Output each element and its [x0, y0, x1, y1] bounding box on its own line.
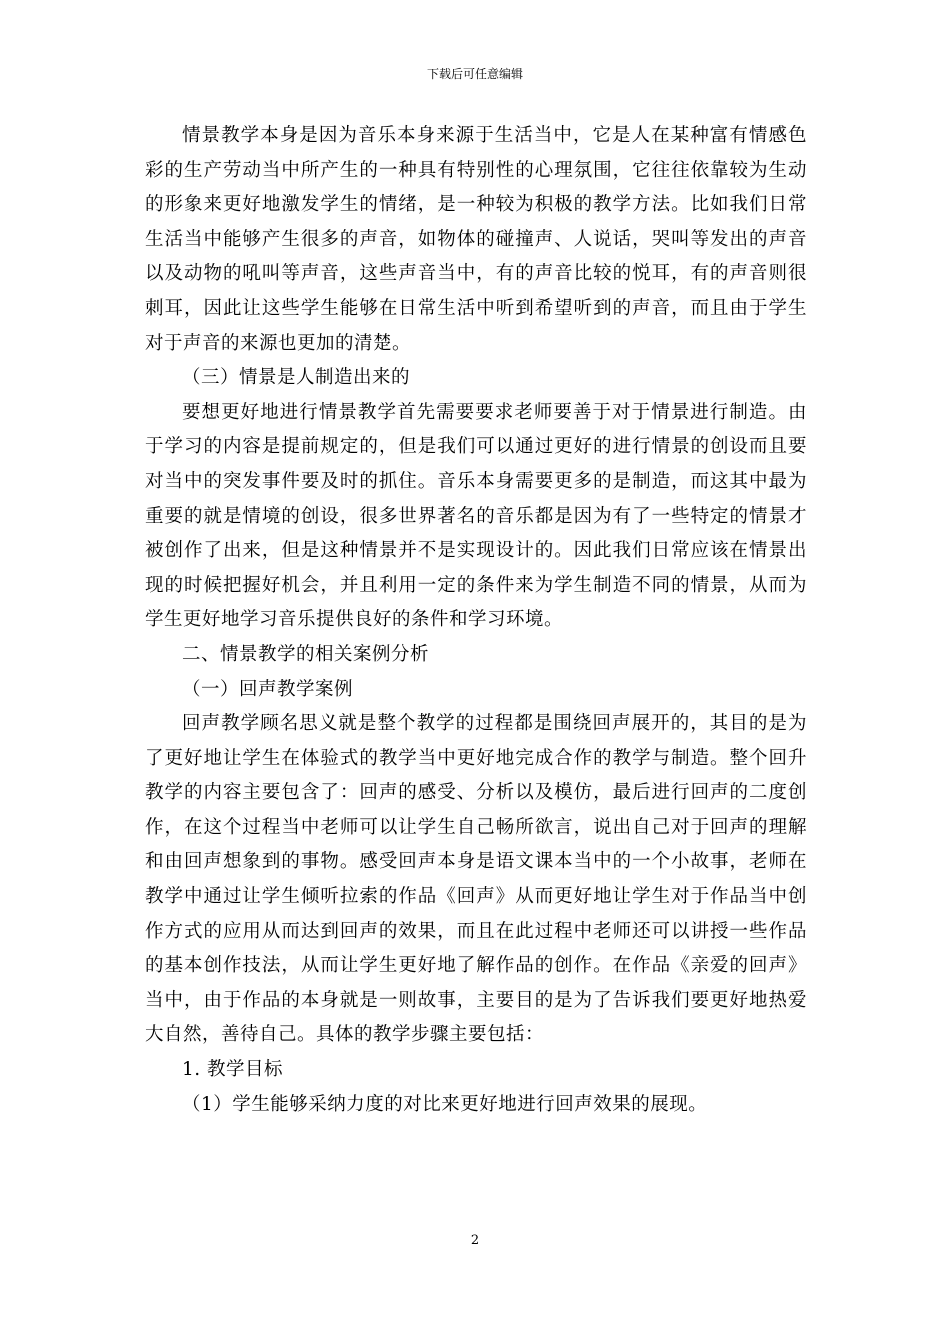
paragraph-echo-case: 回声教学顾名思义就是整个教学的过程都是围绕回声展开的，其目的是为了更好地让学生在体验式的教学当中更好地完成合作的教学与制造。整个回升教学的内容主要包含了：回声的感受、分析以及模仿，最后进行回声的二度创作，在这个过程当中老师可以让学生自己畅所欲言，说出自己对于回声的理解和由回声想象到的事物。感受回声本身是语文课本当中的一个小故事，老师在教学中通过让学生倾听拉索的作品《回声》从而更好地让学生对于作品当中创作方式的应用从而达到回声的效果，而且在此过程中老师还可以讲授一些作品的基本创作技法，从而让学生更好地了解作品的创作。在作品《亲爱的回声》当中，由于作品的本身就是一则故事，主要目的是为了告诉我们要更好地热爱大自然，善待自己。具体的教学步骤主要包括： — [145, 713, 807, 1046]
list-heading-teaching-goals: 1. 教学目标 — [182, 1059, 284, 1081]
list-item-goal-1: （1）学生能够采纳力度的对比来更好地进行回声效果的展现。 — [182, 1093, 708, 1115]
subheading-three: （三）情景是人制造出来的 — [182, 367, 411, 389]
page-number: 2 — [470, 1233, 480, 1248]
subheading-one: （一）回声教学案例 — [182, 678, 354, 700]
section-heading-two: 二、情景教学的相关案例分析 — [182, 643, 430, 665]
page-header-note: 下载后可任意编辑 — [426, 67, 523, 81]
paragraph-create-situation: 要想更好地进行情景教学首先需要要求老师要善于对于情景进行制造。由于学习的内容是提前规定的，但是我们可以通过更好的进行情景的创设而且要对当中的突发事件要及时的抓住。音乐本身需要更多的是制造，而这其中最为重要的就是情境的创设，很多世界著名的音乐都是因为有了一些特定的情景才被创作了出来，但是这种情景并不是实现设计的。因此我们日常应该在情景出现的时候把握好机会，并且利用一定的条件来为学生制造不同的情景，从而为学生更好地学习音乐提供良好的条件和学习环境。 — [145, 401, 807, 631]
document-body — [145, 119, 807, 1122]
paragraph-situational-teaching: 情景教学本身是因为音乐本身来源于生活当中，它是人在某种富有情感色彩的生产劳动当中所产生的一种具有特别性的心理氛围，它往往依靠较为生动的形象来更好地激发学生的情绪，是一种较为积极的教学方法。比如我们日常生活当中能够产生很多的声音，如物体的碰撞声、人说话，哭叫等发出的声音以及动物的吼叫等声音，这些声音当中，有的声音比较的悦耳，有的声音则很刺耳，因此让这些学生能够在日常生活中听到希望听到的声音，而且由于学生对于声音的来源也更加的清楚。 — [145, 125, 807, 354]
